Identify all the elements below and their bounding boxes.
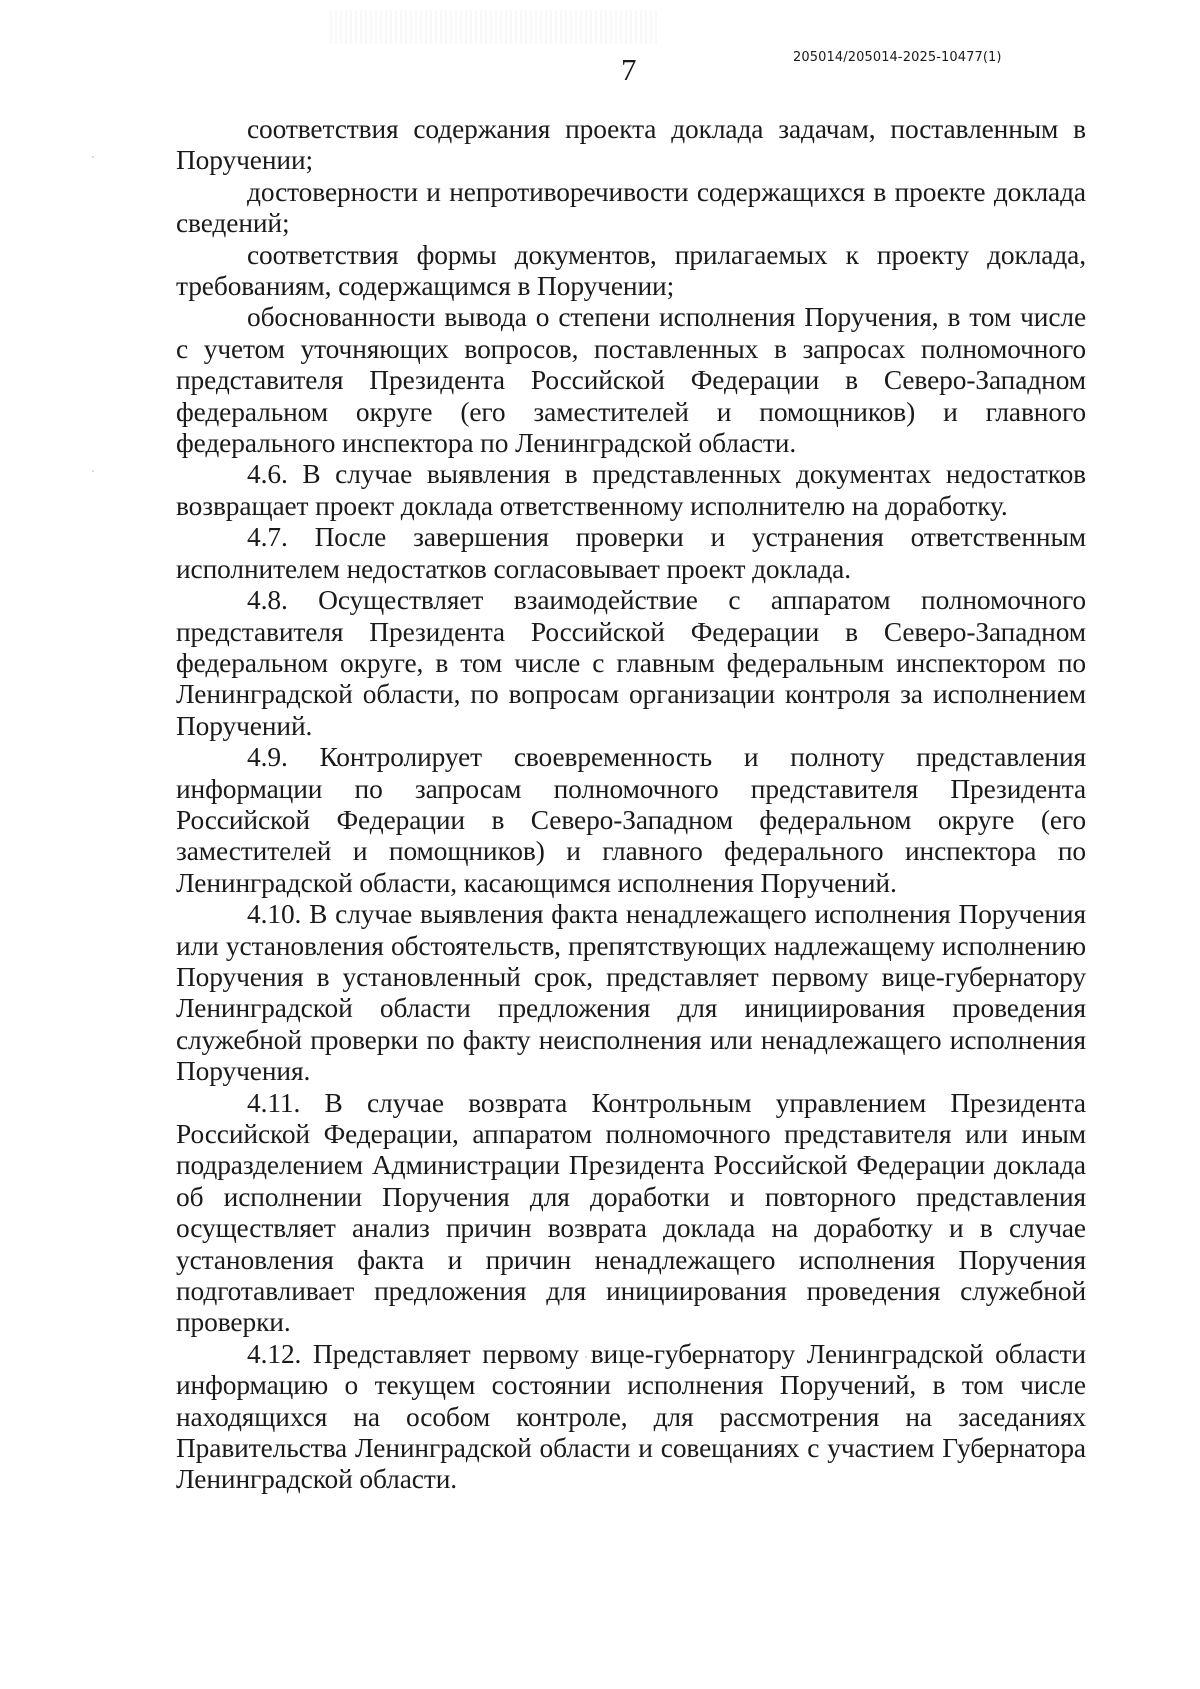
paragraph: соответствия содержания проекта доклада задачам, поставленным в Поручении;: [176, 114, 1086, 176]
paragraph-4-8: 4.8. Осуществляет взаимодействие с аппаратом полномочного представителя Президента Российской Федерации в Северо-Западном федеральном округе, в том числе с главным федеральным инспектором по Ленинградской области, по вопросам организации контроля за исполнением Поручений.: [176, 585, 1086, 741]
paragraph: соответствия формы документов, прилагаемых к проекту доклада, требованиям, содержащимся в Поручении;: [176, 239, 1086, 302]
paragraph-4-7: 4.7. После завершения проверки и устранения ответственным исполнителем недостатков согласовывает проект доклада.: [176, 522, 1086, 584]
paragraph: обоснованности вывода о степени исполнения Поручения, в том числе с учетом уточняющих вопросов, поставленных в запросах полномочного представителя Президента Российской Федерации в Северо-Западном федеральном округе (его заместителей и помощников) и главного федерального инспектора по Ленинградской области.: [176, 302, 1086, 459]
scan-speck: [92, 156, 94, 158]
paragraph-4-10: 4.10. В случае выявления факта ненадлежащего исполнения Поручения или установления обстоятельств, препятствующих надлежащему исполнению Поручения в установленный срок, представляет первому вице-губернатору Ленинградской области предложения для инициирования проведения служебной проверки по факту неисполнения или ненадлежащего исполнения Поручения.: [176, 899, 1086, 1087]
page-number: 7: [621, 52, 637, 87]
paragraph-4-6: 4.6. В случае выявления в представленных документах недостатков возвращает проект доклада ответственному исполнителю на доработку.: [176, 459, 1086, 521]
paragraph-4-9: 4.9. Контролирует своевременность и полноту представления информации по запросам полномочного представителя Президента Российской Федерации в Северо-Западном федеральном округе (его заместителей и помощников) и главного федерального инспектора по Ленинградской области, касающимся исполнения Поручений.: [176, 742, 1086, 898]
registration-number: 205014/205014-2025-10477(1): [793, 50, 1002, 65]
document-body: [176, 114, 1086, 1496]
paragraph-4-11: 4.11. В случае возврата Контрольным управлением Президента Российской Федерации, аппаратом полномочного представителя или иным подразделением Администрации Президента Российской Федерации доклада об исполнении Поручения для доработки и повторного представления осуществляет анализ причин возврата доклада на доработку и в случае установления факта и причин ненадлежащего исполнения Поручения подготавливает предложения для инициирования проведения служебной проверки.: [176, 1087, 1086, 1338]
scan-noise: [330, 10, 660, 44]
paragraph-4-12: 4.12. Представляет первому вице-губернатору Ленинградской области информацию о текущем состоянии исполнения Поручений, в том числе находящихся на особом контроле, для рассмотрения на заседаниях Правительства Ленинградской области и совещаниях с участием Губернатора Ленинградской области.: [176, 1338, 1086, 1495]
paragraph: достоверности и непротиворечивости содержащихся в проекте доклада сведений;: [176, 176, 1086, 239]
scan-speck: [92, 470, 94, 472]
